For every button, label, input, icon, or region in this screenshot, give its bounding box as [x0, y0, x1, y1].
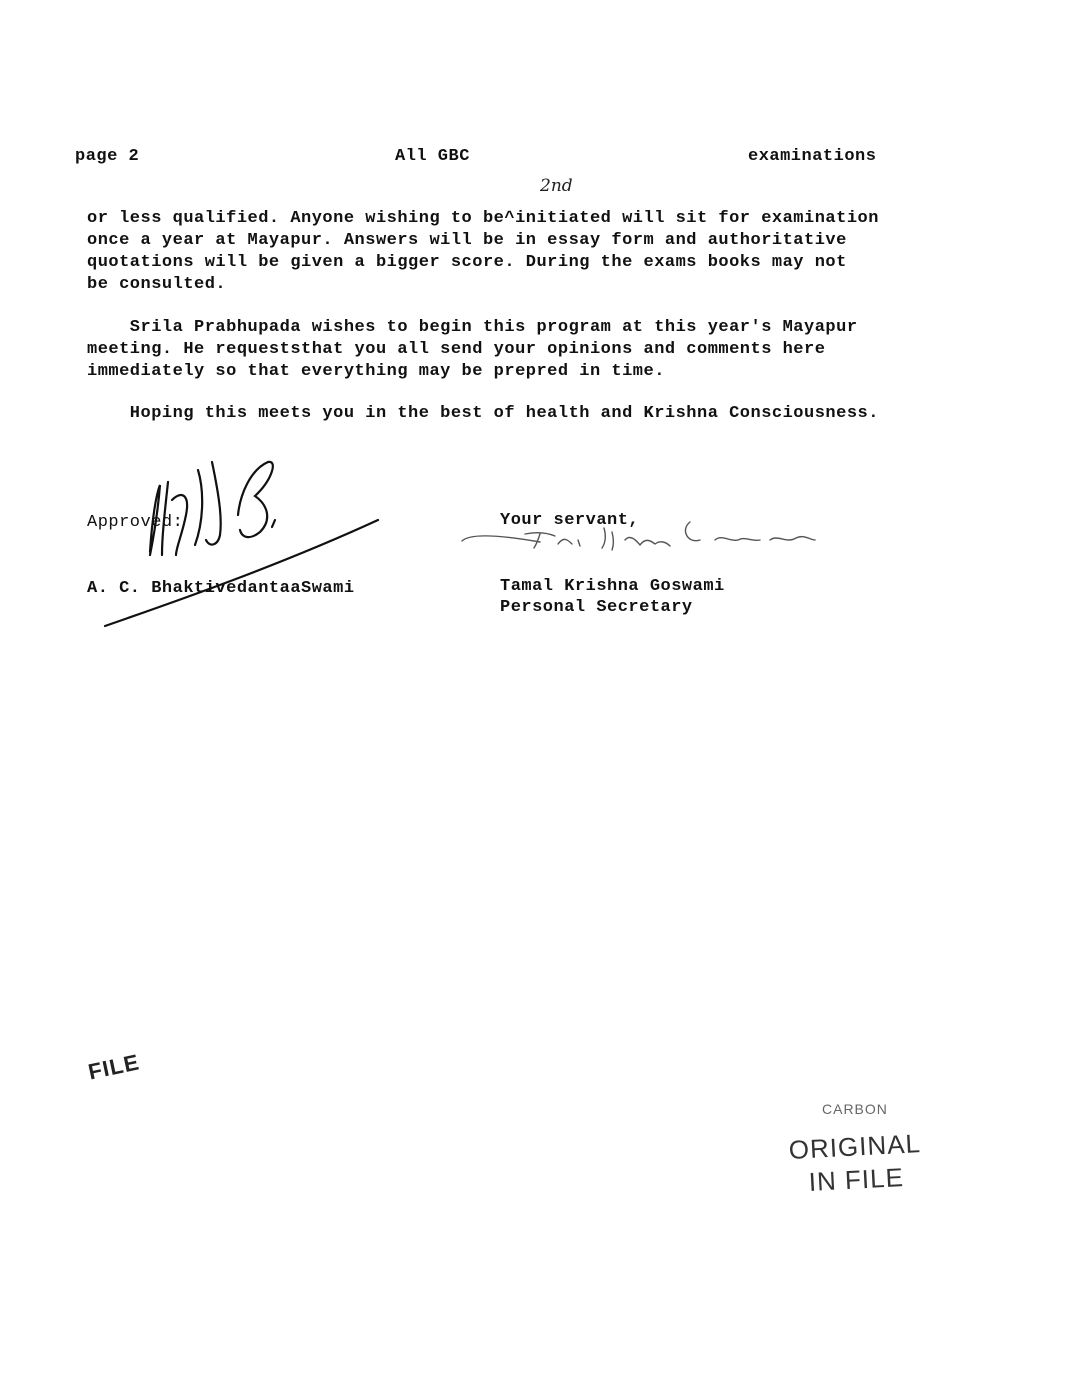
page-number: page 2	[75, 147, 140, 166]
margin-note: 2nd	[540, 176, 573, 196]
body-line: be consulted.	[87, 275, 227, 294]
original-stamp-line2: IN FILE	[808, 1162, 905, 1197]
body-line: or less qualified. Anyone wishing to be^initiated will sit for examination	[87, 209, 879, 228]
carbon-stamp: CARBON	[822, 1101, 888, 1117]
body-line: quotations will be given a bigger score. During the exams books may not	[87, 253, 847, 272]
original-stamp-line1: ORIGINAL	[788, 1128, 922, 1165]
secretary-signature	[462, 522, 815, 550]
signatory-name: Tamal Krishna Goswami	[500, 577, 725, 596]
signatory-title: Personal Secretary	[500, 598, 693, 617]
approved-label: Approved:	[87, 513, 184, 532]
recipient: All GBC	[395, 147, 470, 166]
body-line: once a year at Mayapur. Answers will be in essay form and authoritative	[87, 231, 847, 250]
approver-signature	[150, 462, 275, 555]
body-line: Hoping this meets you in the best of health and Krishna Consciousness.	[87, 404, 879, 423]
approver-name: A. C. BhaktivedantaaSwami	[87, 579, 355, 598]
file-stamp: FILE	[86, 1049, 142, 1085]
body-line: meeting. He requeststhat you all send your opinions and comments here	[87, 340, 826, 359]
body-line: immediately so that everything may be prepred in time.	[87, 362, 665, 381]
subject: examinations	[748, 147, 877, 166]
signature-underline	[105, 520, 378, 626]
body-line: Srila Prabhupada wishes to begin this program at this year's Mayapur	[87, 318, 858, 337]
closing: Your servant,	[500, 511, 640, 530]
